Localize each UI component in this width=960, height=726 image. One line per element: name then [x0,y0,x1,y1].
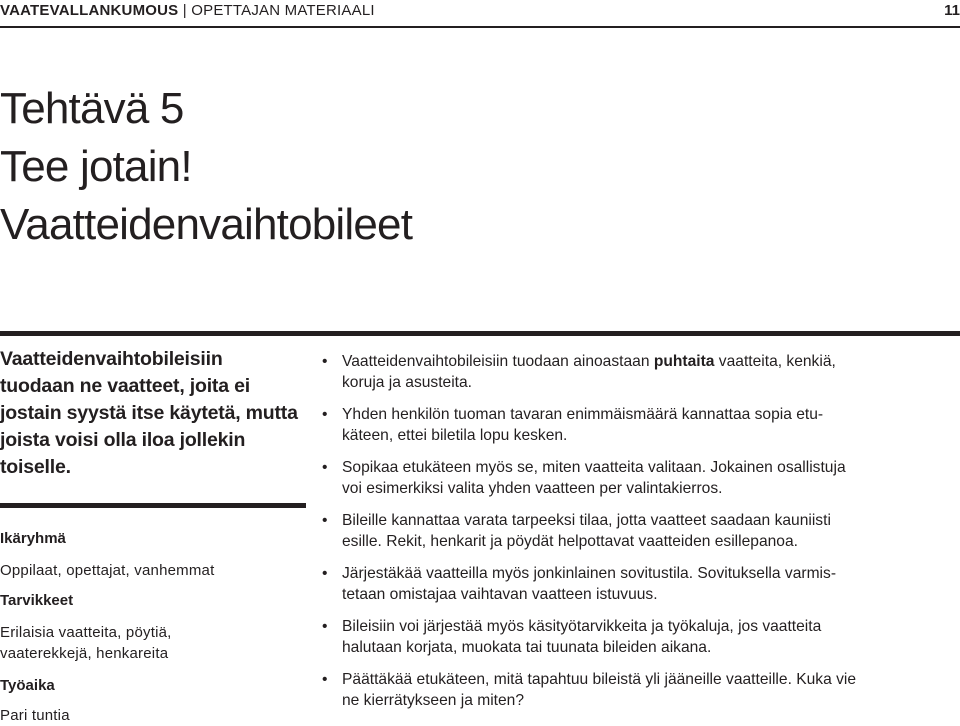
instructions-list [322,351,942,722]
section-name: OPETTAJAN MATERIAALI [191,2,375,19]
item-text: esille. Rekit, henkarit ja pöydät helpottavat vaatteiden esillepanoa. [342,533,798,550]
item-text: käteen, ettei biletila lopu kesken. [342,427,568,444]
lead-paragraph: Vaatteidenvaihtobileisiin tuodaan ne vaatteet, joita ei jostain syystä itse käytetä, mutta joista voisi olla iloa jollekin toiselle. [0,348,298,478]
series-name: VAATEVALLANKUMOUS [0,2,179,19]
title-line: Vaatteidenvaihtobileet [0,200,413,249]
item-text: Sopikaa etukäteen myös se, miten vaatteita valitaan. Jokainen osallistuja [342,459,846,476]
list-item [322,669,942,711]
emphasis: puhtaita [653,353,715,370]
bullet-icon: • [322,353,328,370]
item-text: Vaatteidenvaihtobileisiin tuodaan ainoastaan [342,353,654,370]
bullet-icon: • [322,565,328,582]
page-title [0,80,412,254]
item-text: Yhden henkilön tuoman tavaran enimmäismäärä kannattaa sopia etu- [342,406,824,423]
list-item [322,616,942,658]
list-item [322,563,942,605]
item-text: Päättäkää etukäteen, mitä tapahtuu bileistä yli jääneille vaatteille. Kuka vie [342,671,857,688]
bullet-icon: • [322,459,328,476]
bullet-icon: • [322,406,328,423]
materials-line: Erilaisia vaatteita, pöytiä, [0,624,172,641]
item-text: Järjestäkää vaatteilla myös jonkinlainen sovitustila. Sovituksella varmis- [342,565,837,582]
item-text: koruja ja asusteita. [342,374,473,391]
section-rule [0,331,960,336]
bullet-icon: • [322,512,328,529]
item-text: Bileisiin voi järjestää myös käsityötarvikkeita ja työkaluja, jos vaatteita [342,618,822,635]
bullet-icon: • [322,671,328,688]
materials-value [0,622,172,664]
info-rule [0,503,306,508]
bullet-icon: • [322,618,328,635]
running-header [0,2,375,19]
age-value: Oppilaat, opettajat, vanhemmat [0,562,215,579]
item-text: Bileille kannattaa varata tarpeeksi tilaa, jotta vaatteet saadaan kauniisti [342,512,831,529]
list-item [322,351,942,393]
materials-label: Tarvikkeet [0,592,74,609]
item-text: ne kierrätykseen ja miten? [342,692,525,709]
item-text: tetaan omistajaa vaihtavan vaatteen istuvuus. [342,586,658,603]
item-text: vaatteita, kenkiä, [714,353,836,370]
list-item [322,457,942,499]
list-item [322,404,942,446]
time-value: Pari tuntia [0,707,70,724]
list-item [322,510,942,552]
age-label: Ikäryhmä [0,530,66,547]
header-separator: | [182,2,187,19]
page-number: 11 [944,2,960,19]
header-rule [0,26,960,28]
item-text: voi esimerkiksi valita yhden vaatteen per valintakierros. [342,480,723,497]
title-line: Tee jotain! [0,142,192,191]
title-line: Tehtävä 5 [0,84,184,133]
materials-line: vaaterekkejä, henkareita [0,645,169,662]
time-label: Työaika [0,677,55,694]
item-text: halutaan korjata, muokata tai tuunata bileiden aikana. [342,639,712,656]
